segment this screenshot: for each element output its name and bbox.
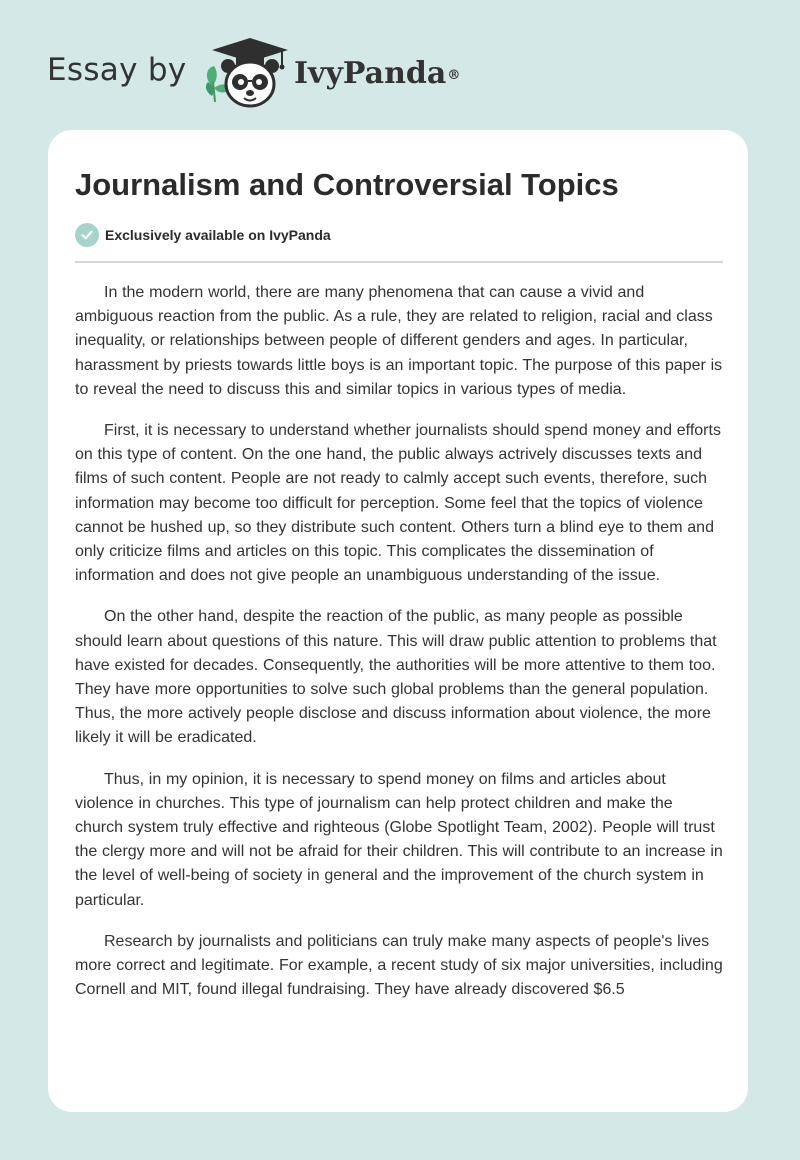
- essay-title: Journalism and Controversial Topics: [75, 167, 619, 202]
- panda-graduate-icon[interactable]: [200, 36, 292, 110]
- exclusive-badge-label: Exclusively available on IvyPanda: [105, 227, 331, 243]
- essay-card: [48, 130, 748, 1112]
- essay-paragraph: On the other hand, despite the reaction of the public, as many people as possible should learn about questions of this nature. This will draw public attention to problems that have existed for decades. Consequently, the authorities will be more attentive to them too. They have more opportunities to solve such global problems than the general population. Thus, the more actively people disclose and discuss information about violence, the more likely it will be eradicated.: [75, 608, 717, 747]
- essay-paragraph: Thus, in my opinion, it is necessary to spend money on films and articles about violence in churches. This type of journalism can help protect children and make the church system truly effective and righteous (Globe Spotlight Team, 2002). People will trust the clergy more and will not be afraid for their children. This will contribute to an increase in the level of well-being of society in general and the improvement of the church system in particular.: [75, 770, 723, 909]
- registered-mark: ®: [447, 68, 461, 83]
- essay-paragraph: Research by journalists and politicians can truly make many aspects of people's lives more correct and legitimate. For example, a recent study of six major universities, including Cornell and MIT, found illegal fundraising. They have already discovered $6.5: [75, 932, 723, 999]
- essay-paragraph: In the modern world, there are many phenomena that can cause a vivid and ambiguous reaction from the public. As a rule, they are related to religion, racial and class inequality, or relationships between people of different genders and ages. In particular, harassment by priests towards little boys is an important topic. The purpose of this paper is to reveal the need to discuss this and similar topics in various types of media.: [75, 284, 723, 398]
- exclusive-badge: [75, 223, 331, 247]
- essay-body: [75, 281, 725, 1019]
- essay-by-label: Essay by: [47, 52, 187, 88]
- title-divider: [75, 261, 723, 263]
- brand-name: IvyPanda: [294, 56, 447, 91]
- brand-logo-text[interactable]: [294, 54, 460, 94]
- check-icon: [75, 223, 99, 247]
- essay-paragraph: First, it is necessary to understand whether journalists should spend money and efforts on this type of content. On the one hand, the public always actrively discusses texts and films of such content. People are not ready to calmly accept such events, therefore, such information may become too difficult for perception. Some feel that the topics of violence cannot be hushed up, so they distribute such content. Others turn a blind eye to them and only criticize films and articles on this topic. This complicates the dissemination of information and does not give people an unambiguous understanding of the issue.: [75, 422, 721, 585]
- site-header: [0, 0, 800, 130]
